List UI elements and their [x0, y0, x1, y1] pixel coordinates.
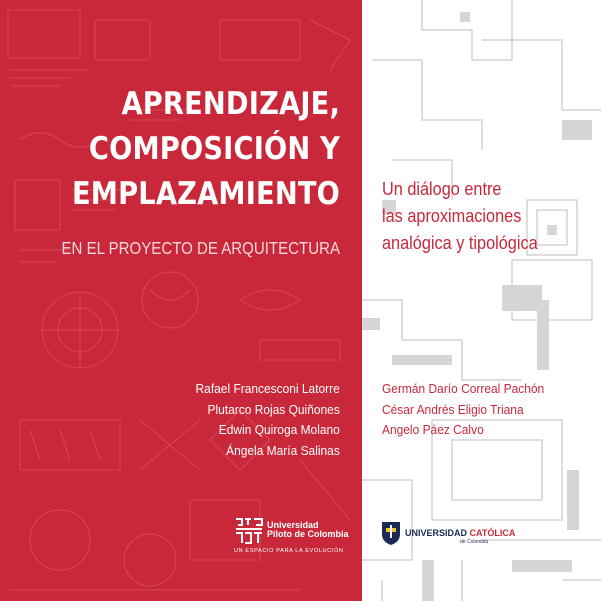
catolica-name-part2: CATÓLICA	[469, 528, 516, 538]
catolica-logo	[380, 520, 516, 550]
title-line-3: EMPLAZAMIENTO	[71, 176, 340, 212]
author-name: Plutarco Rojas Quiñones	[207, 401, 340, 417]
piloto-name-line2: Piloto de Colombia	[267, 529, 349, 539]
tagline	[382, 175, 559, 256]
floor-plan-background	[362, 0, 601, 601]
piloto-logo	[234, 516, 354, 556]
author-name: Germán Darío Correal Pachón	[382, 381, 545, 396]
catolica-name-part1: UNIVERSIDAD	[405, 528, 468, 538]
catolica-subtitle: de Colombia	[460, 539, 489, 545]
book-title	[10, 82, 340, 217]
author-name: Ángela María Salinas	[226, 442, 340, 458]
title-line-2: COMPOSICIÓN Y	[88, 131, 340, 167]
white-panel	[362, 0, 601, 601]
author-name: Angelo Páez Calvo	[382, 422, 484, 437]
author-name: Rafael Francesconi Latorre	[195, 381, 340, 396]
piloto-logo-icon	[234, 516, 264, 546]
tagline-line-1: Un diálogo entre	[382, 178, 502, 199]
tagline-line-2: las aproximaciones	[382, 205, 522, 226]
authors-list-left	[183, 379, 340, 461]
catolica-name	[405, 528, 515, 538]
author-name: César Andrés Eligio Triana	[382, 401, 524, 417]
piloto-name	[267, 521, 349, 539]
piloto-tagline: UN ESPACIO PARA LA EVOLUCIÓN	[234, 548, 344, 554]
catolica-crest-icon	[380, 520, 402, 546]
book-subtitle: EN EL PROYECTO DE ARQUITECTURA	[61, 238, 340, 258]
author-name: Edwin Quiroga Molano	[218, 422, 340, 437]
authors-list-right	[382, 379, 558, 441]
tagline-line-3: analógica y tipológica	[382, 232, 538, 253]
title-line-1: APRENDIZAJE,	[121, 86, 340, 122]
piloto-name-line1: Universidad	[267, 520, 319, 530]
